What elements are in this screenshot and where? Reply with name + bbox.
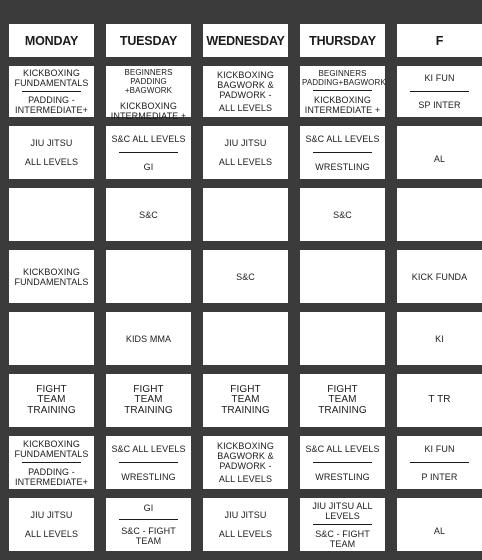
- class-level: WRESTLING: [315, 161, 370, 172]
- class-slot: [9, 126, 94, 179]
- divider: [119, 462, 177, 463]
- class-level: S&C - FIGHT TEAM: [121, 526, 176, 546]
- class-name: KICKBOXING BAGWORK & PADWORK -: [216, 70, 274, 101]
- empty-slot: [9, 188, 94, 241]
- class-name: KICKBOXING FUNDAMENTALS: [14, 438, 89, 459]
- divider: [22, 462, 80, 463]
- class-level: ALL LEVELS: [218, 157, 273, 168]
- class-level: PADDING - INTERMEDIATE+: [15, 466, 88, 487]
- class-level: P INTER: [421, 471, 458, 482]
- class-name: S&C ALL LEVELS: [111, 133, 186, 144]
- class-slot: [397, 66, 482, 117]
- divider: [22, 91, 80, 92]
- class-level: WRESTLING: [315, 471, 370, 482]
- class-level: ALL LEVELS: [218, 102, 273, 113]
- class-level: AL: [433, 526, 446, 536]
- empty-slot: [203, 312, 288, 365]
- empty-slot: [203, 188, 288, 241]
- class-slot: [106, 436, 191, 489]
- class-level: ALL LEVELS: [24, 529, 79, 540]
- class-name: T TR: [428, 394, 451, 406]
- divider: [313, 152, 371, 153]
- class-name: S&C ALL LEVELS: [305, 443, 380, 454]
- class-slot: [300, 66, 385, 117]
- class-name: S&C: [236, 271, 255, 282]
- class-name: KICKBOXING FUNDAMENTALS: [14, 266, 89, 287]
- class-name: JIU JITSU: [30, 137, 73, 148]
- class-slot: [106, 374, 191, 427]
- class-name: KI FUN: [424, 443, 455, 454]
- class-level: WRESTLING: [121, 471, 176, 482]
- class-slot: [300, 436, 385, 489]
- class-slot: [106, 498, 191, 551]
- divider: [313, 524, 371, 525]
- class-slot: [203, 498, 288, 551]
- day-header: F: [397, 24, 482, 57]
- class-level: ALL LEVELS: [24, 157, 79, 168]
- class-slot: [397, 498, 482, 551]
- class-level: KICKBOXING INTERMEDIATE +: [304, 94, 381, 115]
- class-slot: [300, 188, 385, 241]
- class-level: ALL LEVELS: [218, 529, 273, 540]
- class-name: KICKBOXING FUNDAMENTALS: [14, 68, 89, 88]
- class-name: FIGHT TEAM TRAINING: [27, 383, 76, 416]
- class-slot: [106, 312, 191, 365]
- class-name: FIGHT TEAM TRAINING: [124, 383, 173, 416]
- class-slot: [300, 374, 385, 427]
- divider: [410, 91, 468, 92]
- class-slot: [397, 436, 482, 489]
- divider: [313, 90, 371, 91]
- timetable-grid: [9, 24, 482, 551]
- class-slot: [203, 250, 288, 303]
- class-level: PADDING - INTERMEDIATE+: [15, 95, 88, 115]
- class-slot: [203, 66, 288, 117]
- class-slot: [397, 312, 482, 365]
- class-slot: [203, 436, 288, 489]
- empty-slot: [106, 250, 191, 303]
- class-slot: [9, 436, 94, 489]
- class-name: S&C ALL LEVELS: [305, 133, 380, 144]
- empty-slot: [397, 188, 482, 241]
- divider: [313, 462, 371, 463]
- day-header: TUESDAY: [106, 24, 191, 57]
- class-name: KI: [435, 333, 444, 344]
- empty-slot: [9, 312, 94, 365]
- empty-slot: [300, 312, 385, 365]
- class-level: KICKBOXING INTERMEDIATE +: [110, 101, 187, 121]
- class-slot: [9, 66, 94, 117]
- class-name: JIU JITSU: [224, 509, 267, 520]
- class-slot: [9, 374, 94, 427]
- class-name: GI: [143, 503, 154, 513]
- divider: [119, 152, 177, 153]
- class-slot: [203, 126, 288, 179]
- class-slot: [9, 498, 94, 551]
- class-name: JIU JITSU: [30, 509, 73, 520]
- class-name: KICKBOXING BAGWORK & PADWORK -: [216, 441, 274, 471]
- class-level: SP INTER: [418, 100, 461, 110]
- day-header: WEDNESDAY: [203, 24, 288, 57]
- class-name: BEGINNERS PADDING+BAGWORK: [302, 68, 386, 87]
- class-name: KIDS MMA: [125, 333, 172, 344]
- class-name: S&C ALL LEVELS: [111, 443, 186, 454]
- class-slot: [397, 126, 482, 179]
- class-name: JIU JITSU: [224, 137, 267, 148]
- class-slot: [106, 126, 191, 179]
- empty-slot: [300, 250, 385, 303]
- class-name: KICK FUNDA: [411, 271, 468, 282]
- class-slot: [9, 250, 94, 303]
- class-slot: [300, 126, 385, 179]
- class-level: AL: [433, 154, 446, 164]
- day-header: MONDAY: [9, 24, 94, 57]
- class-slot: [106, 66, 191, 121]
- class-name: JIU JITSU ALL LEVELS: [312, 500, 373, 521]
- divider: [119, 519, 177, 520]
- class-level: ALL LEVELS: [218, 474, 273, 484]
- class-name: S&C: [333, 209, 352, 220]
- class-name: KI FUN: [424, 73, 455, 83]
- class-slot: [397, 374, 482, 427]
- class-name: S&C: [139, 209, 158, 220]
- class-slot: [397, 250, 482, 303]
- day-header: THURSDAY: [300, 24, 385, 57]
- class-slot: [106, 188, 191, 241]
- class-slot: [300, 498, 385, 551]
- class-slot: [203, 374, 288, 427]
- class-name: FIGHT TEAM TRAINING: [221, 383, 270, 416]
- class-level: S&C - FIGHT TEAM: [315, 528, 370, 549]
- class-name: BEGINNERS PADDING +BAGWORK: [124, 68, 173, 95]
- class-level: GI: [143, 161, 154, 172]
- class-name: FIGHT TEAM TRAINING: [318, 383, 367, 416]
- divider: [410, 462, 468, 463]
